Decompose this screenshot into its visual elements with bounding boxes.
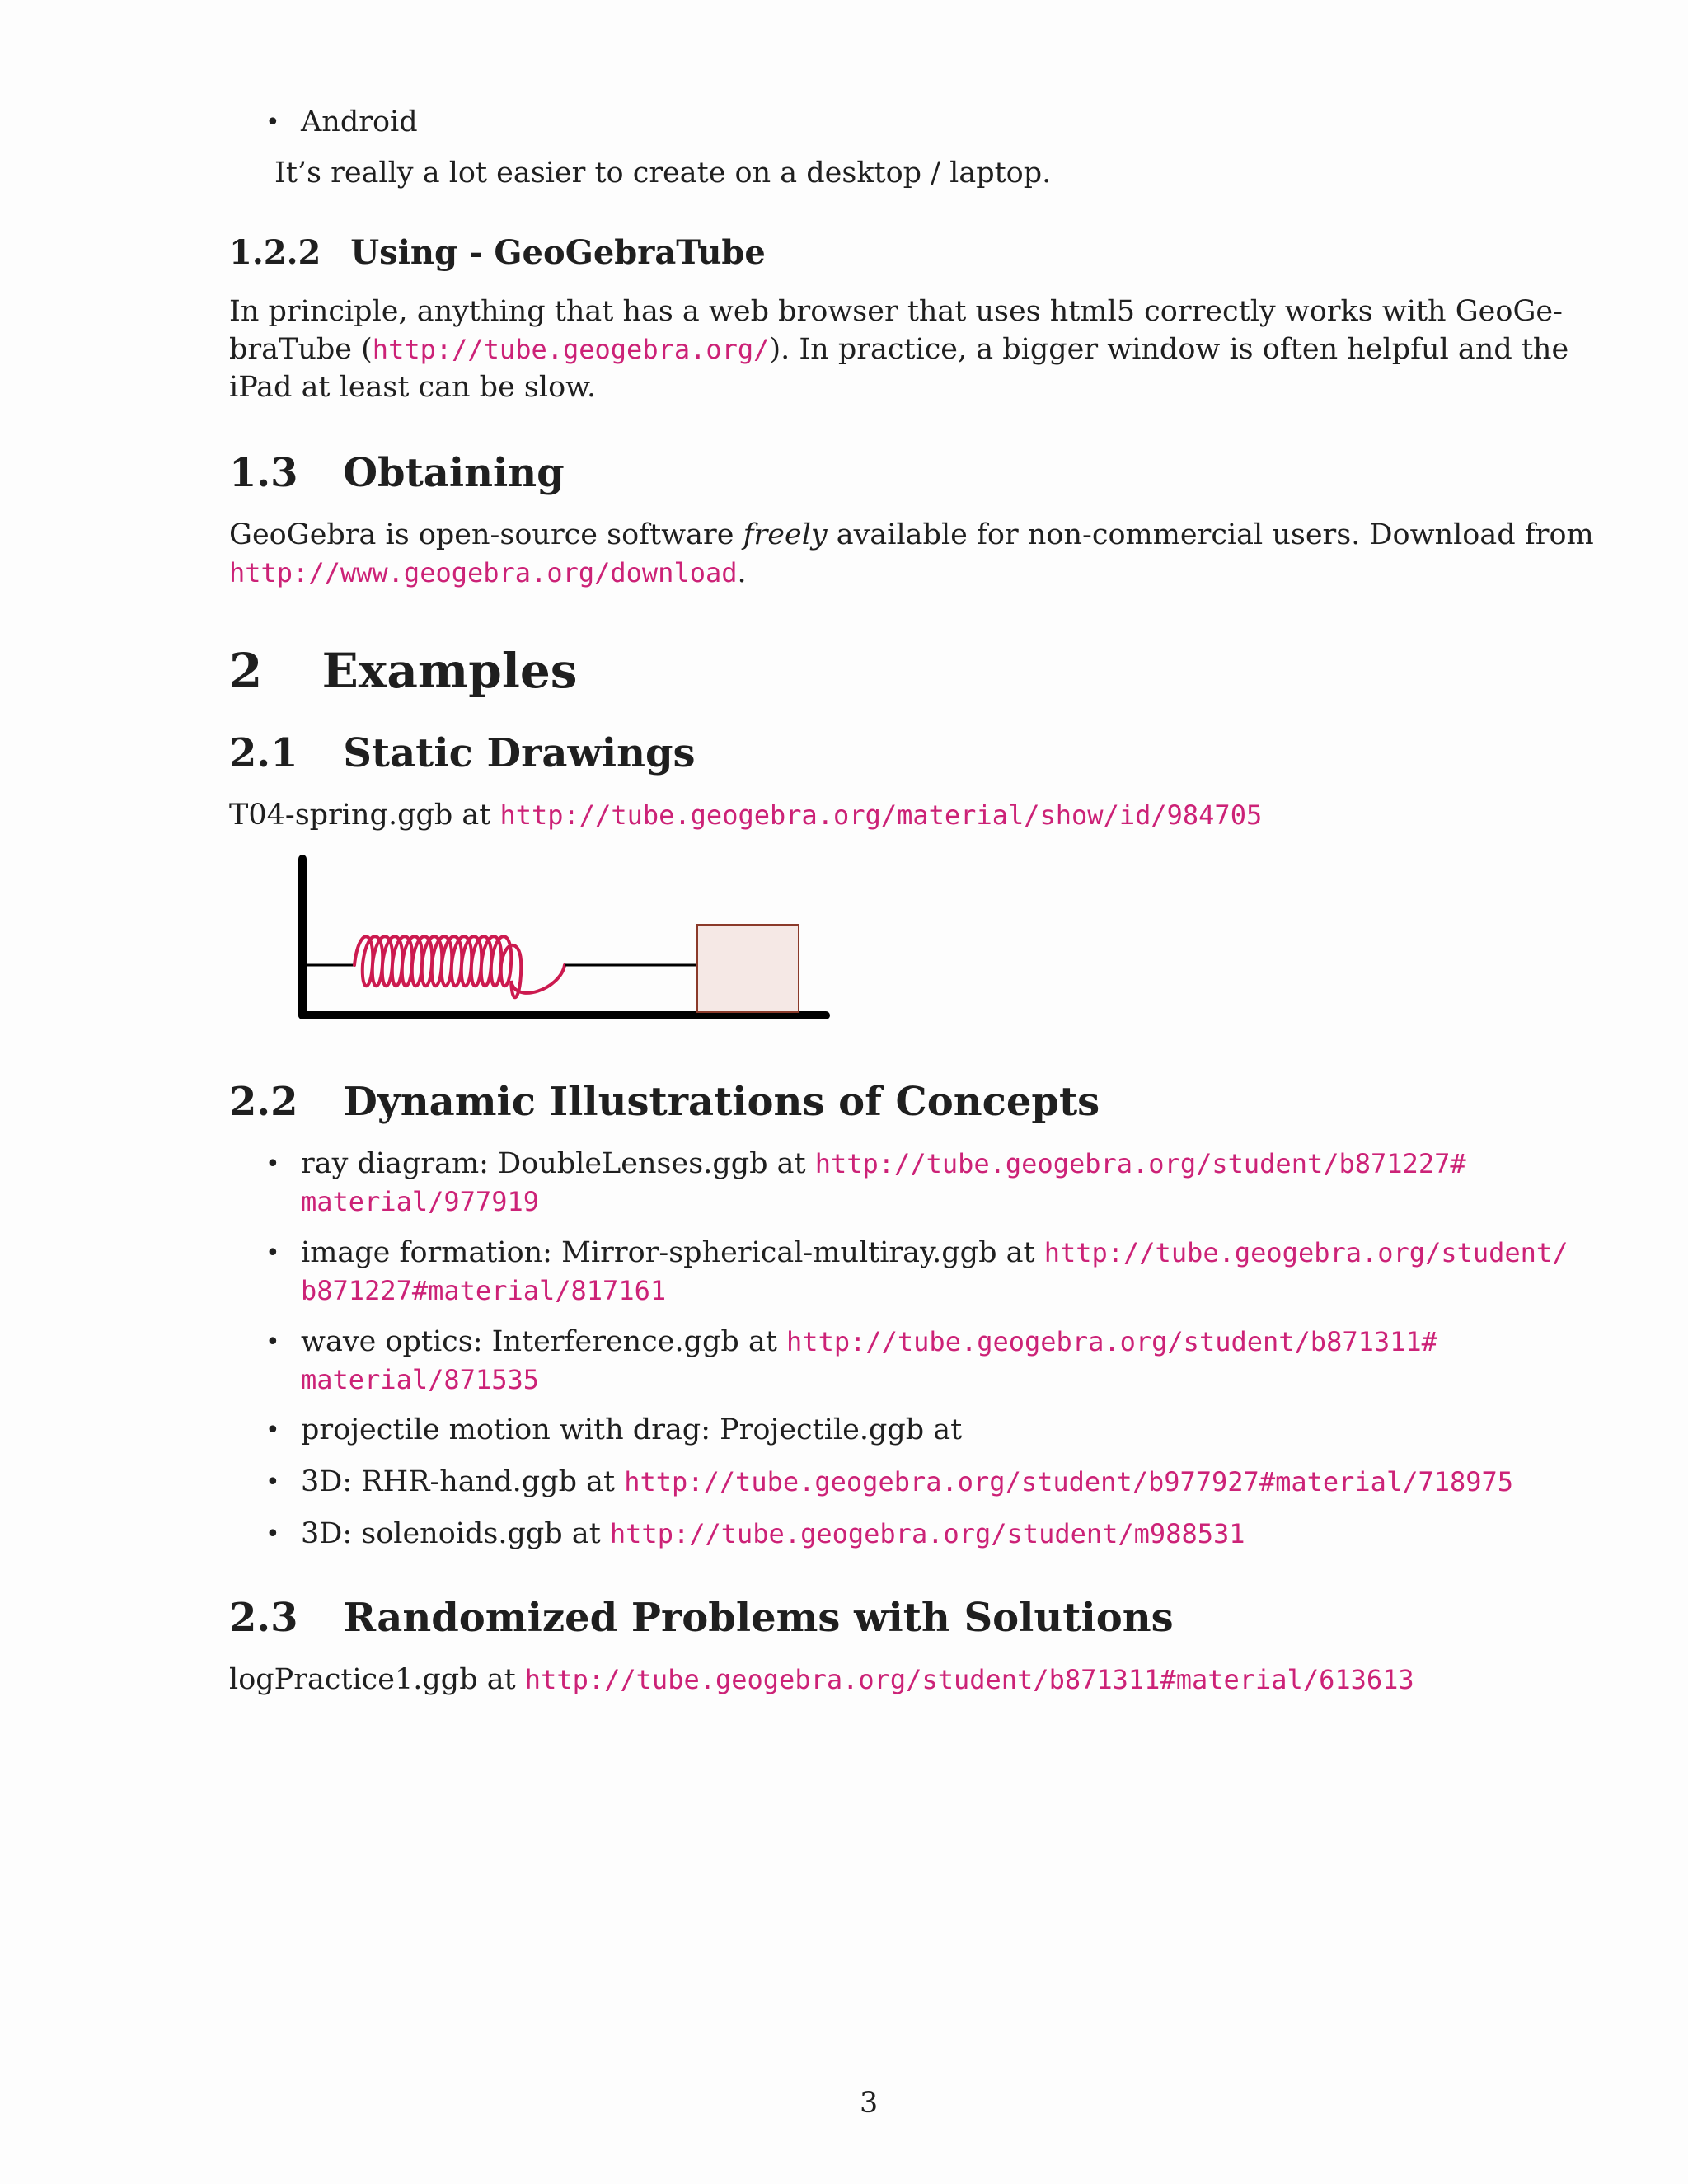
- section-2-2-heading: [229, 1079, 1100, 1125]
- text-span: ). In practice, a bigger window is often helpful and the: [769, 333, 1569, 366]
- text-span: braTube (: [229, 333, 373, 366]
- page-number: 3: [860, 2087, 879, 2120]
- item-link[interactable]: http://tube.geogebra.org/student/: [1043, 1237, 1568, 1268]
- bullet-marker: •: [265, 1468, 280, 1497]
- section-number: 1.3: [229, 450, 298, 496]
- section-1-2-2-heading: [229, 233, 766, 272]
- text-span: T04-spring.ggb at: [229, 799, 500, 832]
- desktop-note: It’s really a lot easier to create on a desktop / laptop.: [274, 157, 1052, 190]
- paragraph-line: [229, 516, 1594, 554]
- paragraph-line: In principle, anything that has a web browser that uses html5 correctly works with GeoGe-: [229, 295, 1563, 328]
- bullet-marker: •: [265, 1520, 280, 1549]
- item-link[interactable]: http://tube.geogebra.org/student/m988531: [609, 1518, 1245, 1549]
- list-item: [301, 1411, 962, 1449]
- bullet-marker: •: [265, 1239, 280, 1268]
- paragraph-line: [229, 330, 1568, 368]
- section-title: Randomized Problems with Solutions: [343, 1595, 1174, 1641]
- item-link[interactable]: b871227#material/817161: [301, 1275, 667, 1306]
- section-number: 2.3: [229, 1595, 298, 1641]
- item-link[interactable]: http://tube.geogebra.org/student/b871311#: [786, 1326, 1437, 1357]
- section-title: Using - GeoGebraTube: [350, 233, 766, 272]
- list-item: [301, 1234, 1568, 1272]
- item-link[interactable]: material/871535: [301, 1364, 539, 1395]
- link-download[interactable]: http://www.geogebra.org/download: [229, 557, 738, 588]
- link-logpractice[interactable]: http://tube.geogebra.org/student/b871311#material/613613: [524, 1664, 1414, 1695]
- section-number: 2.1: [229, 730, 298, 776]
- list-item: [301, 1463, 1513, 1501]
- section-title: Obtaining: [343, 450, 565, 496]
- section-2-heading: [229, 643, 577, 699]
- spring-figure: [280, 849, 857, 1038]
- list-item: [301, 1323, 1437, 1361]
- bullet-marker: •: [265, 108, 280, 137]
- emphasis-text: freely: [743, 518, 828, 551]
- paragraph-line: iPad at least can be slow.: [229, 371, 597, 404]
- list-item: [301, 1145, 1466, 1183]
- item-text: 3D: solenoids.ggb at: [301, 1517, 610, 1550]
- link-spring[interactable]: http://tube.geogebra.org/material/show/id/984705: [499, 799, 1263, 831]
- item-text: wave optics: Interference.ggb at: [301, 1325, 787, 1358]
- bullet-marker: •: [265, 1416, 280, 1445]
- item-link[interactable]: http://tube.geogebra.org/student/b977927#material/718975: [624, 1466, 1514, 1497]
- section-number: 2: [229, 643, 263, 699]
- section-title: Static Drawings: [343, 730, 696, 776]
- section-1-3-heading: [229, 450, 565, 496]
- text-span: GeoGebra is open-source software: [229, 518, 743, 551]
- list-item-continuation: [301, 1272, 666, 1310]
- paragraph-line: [229, 1661, 1414, 1699]
- link-geogebratube[interactable]: http://tube.geogebra.org/: [372, 334, 770, 365]
- list-item-android: Android: [301, 105, 418, 138]
- spring-coil: [354, 936, 565, 997]
- text-span: .: [737, 556, 747, 589]
- item-text: projectile motion with drag: Projectile.ggb at: [301, 1413, 963, 1446]
- text-span: logPractice1.ggb at: [229, 1663, 525, 1696]
- text-span: available for non-commercial users. Download from: [827, 518, 1594, 551]
- list-item-continuation: [301, 1183, 539, 1221]
- item-link[interactable]: material/977919: [301, 1186, 539, 1217]
- bullet-marker: •: [265, 1150, 280, 1179]
- section-number: 2.2: [229, 1079, 298, 1125]
- item-link[interactable]: http://tube.geogebra.org/student/b871227#: [814, 1148, 1466, 1179]
- section-number: 1.2.2: [229, 233, 321, 272]
- list-item-continuation: [301, 1361, 539, 1399]
- section-2-3-heading: [229, 1595, 1174, 1641]
- item-text: 3D: RHR-hand.ggb at: [301, 1465, 625, 1498]
- block: [697, 925, 799, 1012]
- section-title: Examples: [321, 643, 578, 699]
- bullet-marker: •: [265, 1328, 280, 1357]
- item-text: image formation: Mirror-spherical-multiray.ggb at: [301, 1236, 1044, 1269]
- spring-figure-graphic: [302, 859, 826, 1015]
- paragraph-line: [229, 554, 747, 592]
- section-2-1-heading: [229, 730, 696, 776]
- list-item: [301, 1515, 1245, 1553]
- section-title: Dynamic Illustrations of Concepts: [343, 1079, 1100, 1125]
- paragraph-line: [229, 796, 1262, 834]
- item-text: ray diagram: DoubleLenses.ggb at: [301, 1147, 815, 1180]
